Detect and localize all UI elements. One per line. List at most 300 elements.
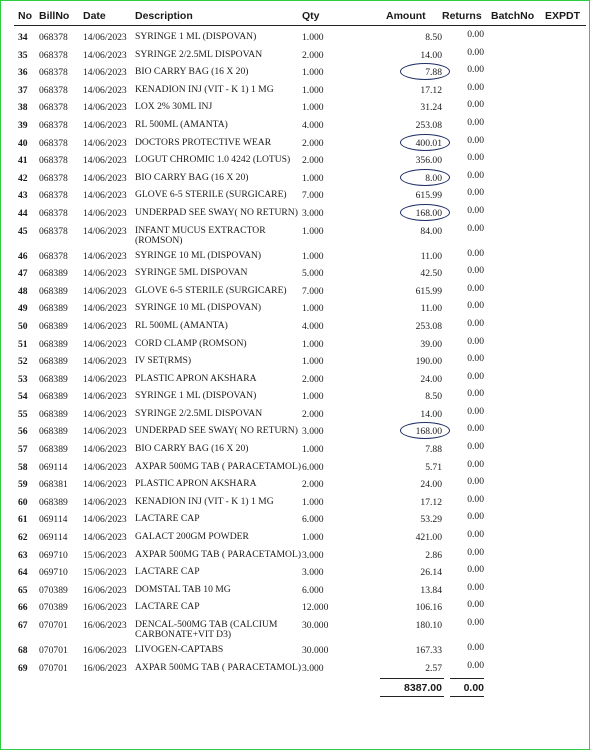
table-row xyxy=(14,116,588,134)
row-date: 14/06/2023 xyxy=(83,137,127,149)
row-description: GALACT 200GM POWDER xyxy=(135,531,249,543)
row-billno: 068389 xyxy=(39,444,68,456)
row-billno: 068389 xyxy=(39,338,68,350)
row-date: 14/06/2023 xyxy=(83,373,127,385)
row-billno: 068378 xyxy=(39,207,68,219)
row-returns: 0.00 xyxy=(467,617,484,628)
row-description: SYRINGE 5ML DISPOVAN xyxy=(135,267,248,279)
col-billno: BillNo xyxy=(39,10,70,22)
table-row xyxy=(14,659,588,677)
row-returns: 0.00 xyxy=(467,370,484,382)
row-number: 37 xyxy=(18,84,28,96)
table-row xyxy=(14,317,588,335)
row-qty: 12.000 xyxy=(302,602,329,614)
table-row xyxy=(14,299,588,317)
total-returns-rule-bottom xyxy=(450,696,484,697)
row-returns: 0.00 xyxy=(467,169,484,181)
table-row xyxy=(14,264,588,282)
row-returns: 0.00 xyxy=(467,317,484,329)
row-date: 16/06/2023 xyxy=(83,584,127,596)
row-description: LIVOGEN-CAPTABS xyxy=(135,644,224,655)
row-qty: 1.000 xyxy=(302,102,324,114)
table-row xyxy=(14,405,588,423)
row-amount: 5.71 xyxy=(425,461,442,473)
row-amount: 11.00 xyxy=(420,303,442,315)
row-number: 66 xyxy=(18,602,28,614)
row-description: BIO CARRY BAG (16 X 20) xyxy=(135,66,249,78)
table-row xyxy=(14,46,588,64)
row-returns: 0.00 xyxy=(467,388,484,400)
row-amount: 615.99 xyxy=(415,285,442,297)
row-amount: 42.50 xyxy=(420,268,442,280)
row-number: 46 xyxy=(18,250,28,262)
row-date: 14/06/2023 xyxy=(83,461,127,473)
row-billno: 070701 xyxy=(39,620,68,631)
table-row xyxy=(14,151,588,169)
row-description: IV SET(RMS) xyxy=(135,355,192,367)
row-number: 56 xyxy=(18,426,28,438)
row-qty: 1.000 xyxy=(302,32,324,43)
row-date: 14/06/2023 xyxy=(83,84,127,96)
header-rule xyxy=(14,25,586,26)
row-date: 14/06/2023 xyxy=(83,285,127,297)
col-amount: Amount xyxy=(386,10,426,22)
row-amount: 8.50 xyxy=(425,32,442,43)
row-date: 16/06/2023 xyxy=(83,602,127,614)
row-returns: 0.00 xyxy=(467,458,484,470)
row-billno: 068389 xyxy=(39,320,68,332)
row-qty: 6.000 xyxy=(302,461,324,473)
row-date: 14/06/2023 xyxy=(83,155,127,167)
row-date: 15/06/2023 xyxy=(83,549,127,561)
row-returns: 0.00 xyxy=(467,46,484,58)
table-row xyxy=(14,528,588,546)
table-row xyxy=(14,352,588,370)
row-number: 36 xyxy=(18,67,28,79)
row-date: 14/06/2023 xyxy=(83,67,127,79)
row-date: 14/06/2023 xyxy=(83,190,127,202)
row-description: INFANT MUCUS EXTRACTOR (ROMSON) xyxy=(135,224,266,246)
row-description: DOCTORS PROTECTIVE WEAR xyxy=(135,136,272,148)
row-amount: 39.00 xyxy=(420,338,442,350)
table-row xyxy=(14,63,588,81)
row-returns: 0.00 xyxy=(467,405,484,417)
row-billno: 068389 xyxy=(39,496,68,508)
row-description: SYRINGE 10 ML (DISPOVAN) xyxy=(135,249,262,261)
row-description: GLOVE 6-5 STERILE (SURGICARE) xyxy=(135,189,287,201)
row-returns: 0.00 xyxy=(467,529,484,541)
row-returns: 0.00 xyxy=(467,423,484,435)
table-row xyxy=(14,186,588,204)
row-number: 42 xyxy=(18,172,28,184)
row-amount: 400.01 xyxy=(415,137,442,149)
row-number: 34 xyxy=(18,32,28,43)
row-qty: 3.000 xyxy=(302,549,324,561)
row-qty: 2.000 xyxy=(302,408,324,420)
col-expdt: EXPDT xyxy=(545,10,581,22)
row-returns: 0.00 xyxy=(467,222,484,234)
row-date: 14/06/2023 xyxy=(83,268,127,280)
table-row xyxy=(14,335,588,353)
row-returns: 0.00 xyxy=(467,282,484,294)
table-row xyxy=(14,546,588,564)
row-description: UNDERPAD SEE SWAY( NO RETURN) xyxy=(135,206,298,218)
row-returns: 0.00 xyxy=(467,64,484,76)
table-row xyxy=(14,510,588,528)
table-row xyxy=(14,28,588,46)
row-description: RL 500ML (AMANTA) xyxy=(135,118,228,130)
row-returns: 0.00 xyxy=(467,29,484,40)
row-number: 64 xyxy=(18,567,28,579)
table-row xyxy=(14,493,588,511)
table-row xyxy=(14,169,588,187)
row-number: 58 xyxy=(18,461,28,473)
row-billno: 068378 xyxy=(39,84,68,96)
row-number: 62 xyxy=(18,532,28,544)
row-number: 57 xyxy=(18,444,28,456)
row-amount: 7.88 xyxy=(425,444,442,456)
row-amount: 168.00 xyxy=(415,426,442,438)
row-date: 14/06/2023 xyxy=(83,320,127,332)
row-date: 14/06/2023 xyxy=(83,496,127,508)
totals-row xyxy=(14,676,588,698)
table-row xyxy=(14,563,588,581)
row-date: 14/06/2023 xyxy=(83,172,127,184)
row-qty: 5.000 xyxy=(302,268,324,280)
row-number: 35 xyxy=(18,49,28,61)
col-returns: Returns xyxy=(442,10,482,22)
row-returns: 0.00 xyxy=(467,441,484,453)
row-date: 14/06/2023 xyxy=(83,391,127,403)
row-qty: 1.000 xyxy=(302,172,324,184)
row-qty: 1.000 xyxy=(302,391,324,403)
row-returns: 0.00 xyxy=(467,300,484,312)
row-qty: 7.000 xyxy=(302,285,324,297)
row-amount: 106.16 xyxy=(415,602,442,614)
col-description: Description xyxy=(135,10,193,22)
row-number: 51 xyxy=(18,338,28,350)
row-qty: 4.000 xyxy=(302,119,324,131)
row-qty: 3.000 xyxy=(302,567,324,579)
row-returns: 0.00 xyxy=(467,116,484,128)
row-billno: 069114 xyxy=(39,461,68,473)
row-date: 16/06/2023 xyxy=(83,662,127,674)
row-qty: 2.000 xyxy=(302,155,324,167)
row-billno: 068378 xyxy=(39,137,68,149)
row-description: BIO CARRY BAG (16 X 20) xyxy=(135,443,249,455)
row-qty: 4.000 xyxy=(302,320,324,332)
row-qty: 1.000 xyxy=(302,225,324,237)
row-returns: 0.00 xyxy=(467,187,484,199)
row-description: BIO CARRY BAG (16 X 20) xyxy=(135,171,249,183)
row-billno: 068381 xyxy=(39,479,68,491)
pen-circle-mark xyxy=(400,134,450,151)
total-amount-rule-top xyxy=(380,678,444,679)
row-amount: 190.00 xyxy=(415,356,442,368)
row-date: 14/06/2023 xyxy=(83,225,127,237)
col-qty: Qty xyxy=(302,10,320,22)
row-amount: 14.00 xyxy=(420,49,442,61)
pen-circle-mark xyxy=(400,63,450,80)
row-returns: 0.00 xyxy=(467,99,484,111)
row-description: GLOVE 6-5 STERILE (SURGICARE) xyxy=(135,284,287,296)
row-billno: 069114 xyxy=(39,532,68,544)
row-date: 14/06/2023 xyxy=(83,479,127,491)
row-qty: 1.000 xyxy=(302,356,324,368)
row-description: SYRINGE 10 ML (DISPOVAN) xyxy=(135,302,262,314)
row-billno: 069710 xyxy=(39,549,68,561)
row-number: 67 xyxy=(18,620,28,631)
table-row xyxy=(14,440,588,458)
row-date: 14/06/2023 xyxy=(83,32,127,43)
row-billno: 070701 xyxy=(39,662,68,674)
row-billno: 068378 xyxy=(39,172,68,184)
row-amount: 2.57 xyxy=(425,662,442,674)
table-row xyxy=(14,387,588,405)
row-qty: 1.000 xyxy=(302,303,324,315)
row-number: 40 xyxy=(18,137,28,149)
row-qty: 7.000 xyxy=(302,190,324,202)
table-row xyxy=(14,134,588,152)
table-row xyxy=(14,81,588,99)
row-billno: 068378 xyxy=(39,102,68,114)
row-number: 60 xyxy=(18,496,28,508)
row-description: KENADION INJ (VIT - K 1) 1 MG xyxy=(135,495,274,507)
row-amount: 180.10 xyxy=(415,620,442,631)
row-description: AXPAR 500MG TAB ( PARACETAMOL) xyxy=(135,661,302,673)
row-amount: 13.84 xyxy=(420,584,442,596)
row-returns: 0.00 xyxy=(467,81,484,93)
row-amount: 11.00 xyxy=(420,250,442,262)
table-header xyxy=(14,0,588,28)
row-amount: 17.12 xyxy=(420,496,442,508)
row-description: SYRINGE 2/2.5ML DISPOVAN xyxy=(135,48,263,60)
row-date: 16/06/2023 xyxy=(83,620,127,631)
row-returns: 0.00 xyxy=(467,265,484,277)
row-qty: 1.000 xyxy=(302,532,324,544)
row-billno: 068389 xyxy=(39,408,68,420)
pen-circle-mark xyxy=(400,169,450,186)
row-billno: 070389 xyxy=(39,584,68,596)
row-amount: 31.24 xyxy=(420,102,442,114)
row-billno: 068378 xyxy=(39,49,68,61)
row-qty: 6.000 xyxy=(302,584,324,596)
row-date: 14/06/2023 xyxy=(83,102,127,114)
row-qty: 3.000 xyxy=(302,426,324,438)
row-description: RL 500ML (AMANTA) xyxy=(135,319,228,331)
row-number: 43 xyxy=(18,190,28,202)
row-number: 68 xyxy=(18,645,28,656)
row-returns: 0.00 xyxy=(467,581,484,593)
table-row xyxy=(14,598,588,616)
row-amount: 168.00 xyxy=(415,207,442,219)
row-number: 52 xyxy=(18,356,28,368)
row-description: PLASTIC APRON AKSHARA xyxy=(135,372,257,384)
row-number: 49 xyxy=(18,303,28,315)
row-description: LACTARE CAP xyxy=(135,566,200,578)
col-date: Date xyxy=(83,10,106,22)
row-date: 14/06/2023 xyxy=(83,207,127,219)
table-row xyxy=(14,222,588,247)
row-description: LOGUT CHROMIC 1.0 4242 (LOTUS) xyxy=(135,154,291,166)
table-row xyxy=(14,247,588,265)
row-qty: 3.000 xyxy=(302,207,324,219)
row-amount: 53.29 xyxy=(420,514,442,526)
row-returns: 0.00 xyxy=(467,642,484,653)
row-number: 61 xyxy=(18,514,28,526)
row-returns: 0.00 xyxy=(467,659,484,671)
row-number: 47 xyxy=(18,268,28,280)
row-date: 16/06/2023 xyxy=(83,645,127,656)
row-description: PLASTIC APRON AKSHARA xyxy=(135,478,257,490)
row-qty: 1.000 xyxy=(302,496,324,508)
row-number: 65 xyxy=(18,584,28,596)
table-row xyxy=(14,458,588,476)
row-billno: 068378 xyxy=(39,190,68,202)
row-returns: 0.00 xyxy=(467,476,484,488)
row-date: 14/06/2023 xyxy=(83,338,127,350)
table-row xyxy=(14,204,588,222)
row-billno: 068378 xyxy=(39,225,68,237)
row-number: 54 xyxy=(18,391,28,403)
row-billno: 068378 xyxy=(39,250,68,262)
table-row xyxy=(14,282,588,300)
row-amount: 167.33 xyxy=(415,645,442,656)
row-amount: 615.99 xyxy=(415,190,442,202)
row-description: LACTARE CAP xyxy=(135,513,200,525)
row-date: 14/06/2023 xyxy=(83,356,127,368)
row-number: 59 xyxy=(18,479,28,491)
row-amount: 356.00 xyxy=(415,155,442,167)
table-row xyxy=(14,616,588,641)
total-amount: 8387.00 xyxy=(404,682,442,695)
table-body xyxy=(14,28,588,676)
col-batchno: BatchNo xyxy=(491,10,535,22)
row-amount: 2.86 xyxy=(425,549,442,561)
row-description: KENADION INJ (VIT - K 1) 1 MG xyxy=(135,83,274,95)
row-returns: 0.00 xyxy=(467,511,484,523)
row-number: 39 xyxy=(18,119,28,131)
row-description: DOMSTAL TAB 10 MG xyxy=(135,583,231,595)
row-billno: 069114 xyxy=(39,514,68,526)
row-description: AXPAR 500MG TAB ( PARACETAMOL) xyxy=(135,548,302,560)
row-amount: 24.00 xyxy=(420,373,442,385)
row-returns: 0.00 xyxy=(467,247,484,259)
row-qty: 1.000 xyxy=(302,67,324,79)
row-returns: 0.00 xyxy=(467,493,484,505)
row-date: 14/06/2023 xyxy=(83,444,127,456)
row-amount: 8.50 xyxy=(425,391,442,403)
table-row xyxy=(14,581,588,599)
row-number: 50 xyxy=(18,320,28,332)
row-returns: 0.00 xyxy=(467,546,484,558)
row-number: 44 xyxy=(18,207,28,219)
row-amount: 14.00 xyxy=(420,408,442,420)
row-billno: 068378 xyxy=(39,67,68,79)
row-returns: 0.00 xyxy=(467,134,484,146)
col-no: No xyxy=(18,10,32,22)
row-date: 14/06/2023 xyxy=(83,303,127,315)
row-returns: 0.00 xyxy=(467,335,484,347)
row-description: LOX 2% 30ML INJ xyxy=(135,101,213,113)
pen-circle-mark xyxy=(400,204,450,221)
total-amount-rule-bottom xyxy=(380,696,444,697)
row-billno: 070389 xyxy=(39,602,68,614)
row-qty: 1.000 xyxy=(302,444,324,456)
total-returns-rule-top xyxy=(450,678,484,679)
row-billno: 068378 xyxy=(39,155,68,167)
row-amount: 84.00 xyxy=(420,225,442,237)
row-number: 53 xyxy=(18,373,28,385)
row-amount: 17.12 xyxy=(420,84,442,96)
row-billno: 068389 xyxy=(39,356,68,368)
row-date: 14/06/2023 xyxy=(83,426,127,438)
row-number: 63 xyxy=(18,549,28,561)
row-amount: 8.00 xyxy=(425,172,442,184)
row-qty: 30.000 xyxy=(302,620,329,631)
table-row xyxy=(14,641,588,659)
row-billno: 068389 xyxy=(39,373,68,385)
row-amount: 7.88 xyxy=(425,67,442,79)
row-returns: 0.00 xyxy=(467,204,484,216)
table-row xyxy=(14,98,588,116)
row-description: SYRINGE 2/2.5ML DISPOVAN xyxy=(135,407,263,419)
row-number: 45 xyxy=(18,225,28,237)
row-description: UNDERPAD SEE SWAY( NO RETURN) xyxy=(135,425,298,437)
row-qty: 2.000 xyxy=(302,137,324,149)
row-date: 14/06/2023 xyxy=(83,408,127,420)
row-description: AXPAR 500MG TAB ( PARACETAMOL) xyxy=(135,460,302,472)
row-date: 14/06/2023 xyxy=(83,250,127,262)
row-description: CORD CLAMP (ROMSON) xyxy=(135,337,247,349)
row-amount: 421.00 xyxy=(415,532,442,544)
row-description: LACTARE CAP xyxy=(135,601,200,613)
row-qty: 6.000 xyxy=(302,514,324,526)
row-billno: 068378 xyxy=(39,32,68,43)
row-qty: 1.000 xyxy=(302,338,324,350)
row-billno: 068389 xyxy=(39,285,68,297)
row-amount: 24.00 xyxy=(420,479,442,491)
row-description: DENCAL-500MG TAB (CALCIUM CARBONATE+VIT D3) xyxy=(135,619,278,640)
row-date: 14/06/2023 xyxy=(83,532,127,544)
row-date: 14/06/2023 xyxy=(83,514,127,526)
row-returns: 0.00 xyxy=(467,599,484,611)
row-billno: 068389 xyxy=(39,268,68,280)
row-qty: 30.000 xyxy=(302,645,329,656)
row-number: 69 xyxy=(18,662,28,674)
table-row xyxy=(14,422,588,440)
row-date: 14/06/2023 xyxy=(83,49,127,61)
row-number: 41 xyxy=(18,155,28,167)
row-amount: 253.08 xyxy=(415,119,442,131)
row-billno: 068389 xyxy=(39,426,68,438)
row-qty: 3.000 xyxy=(302,662,324,674)
table-row xyxy=(14,475,588,493)
row-returns: 0.00 xyxy=(467,353,484,365)
row-returns: 0.00 xyxy=(467,564,484,576)
row-date: 14/06/2023 xyxy=(83,119,127,131)
row-amount: 253.08 xyxy=(415,320,442,332)
table-row xyxy=(14,370,588,388)
row-qty: 1.000 xyxy=(302,250,324,262)
row-date: 15/06/2023 xyxy=(83,567,127,579)
row-number: 38 xyxy=(18,102,28,114)
row-description: SYRINGE 1 ML (DISPOVAN) xyxy=(135,31,257,42)
row-number: 55 xyxy=(18,408,28,420)
row-returns: 0.00 xyxy=(467,152,484,164)
row-billno: 070701 xyxy=(39,645,68,656)
row-qty: 1.000 xyxy=(302,84,324,96)
